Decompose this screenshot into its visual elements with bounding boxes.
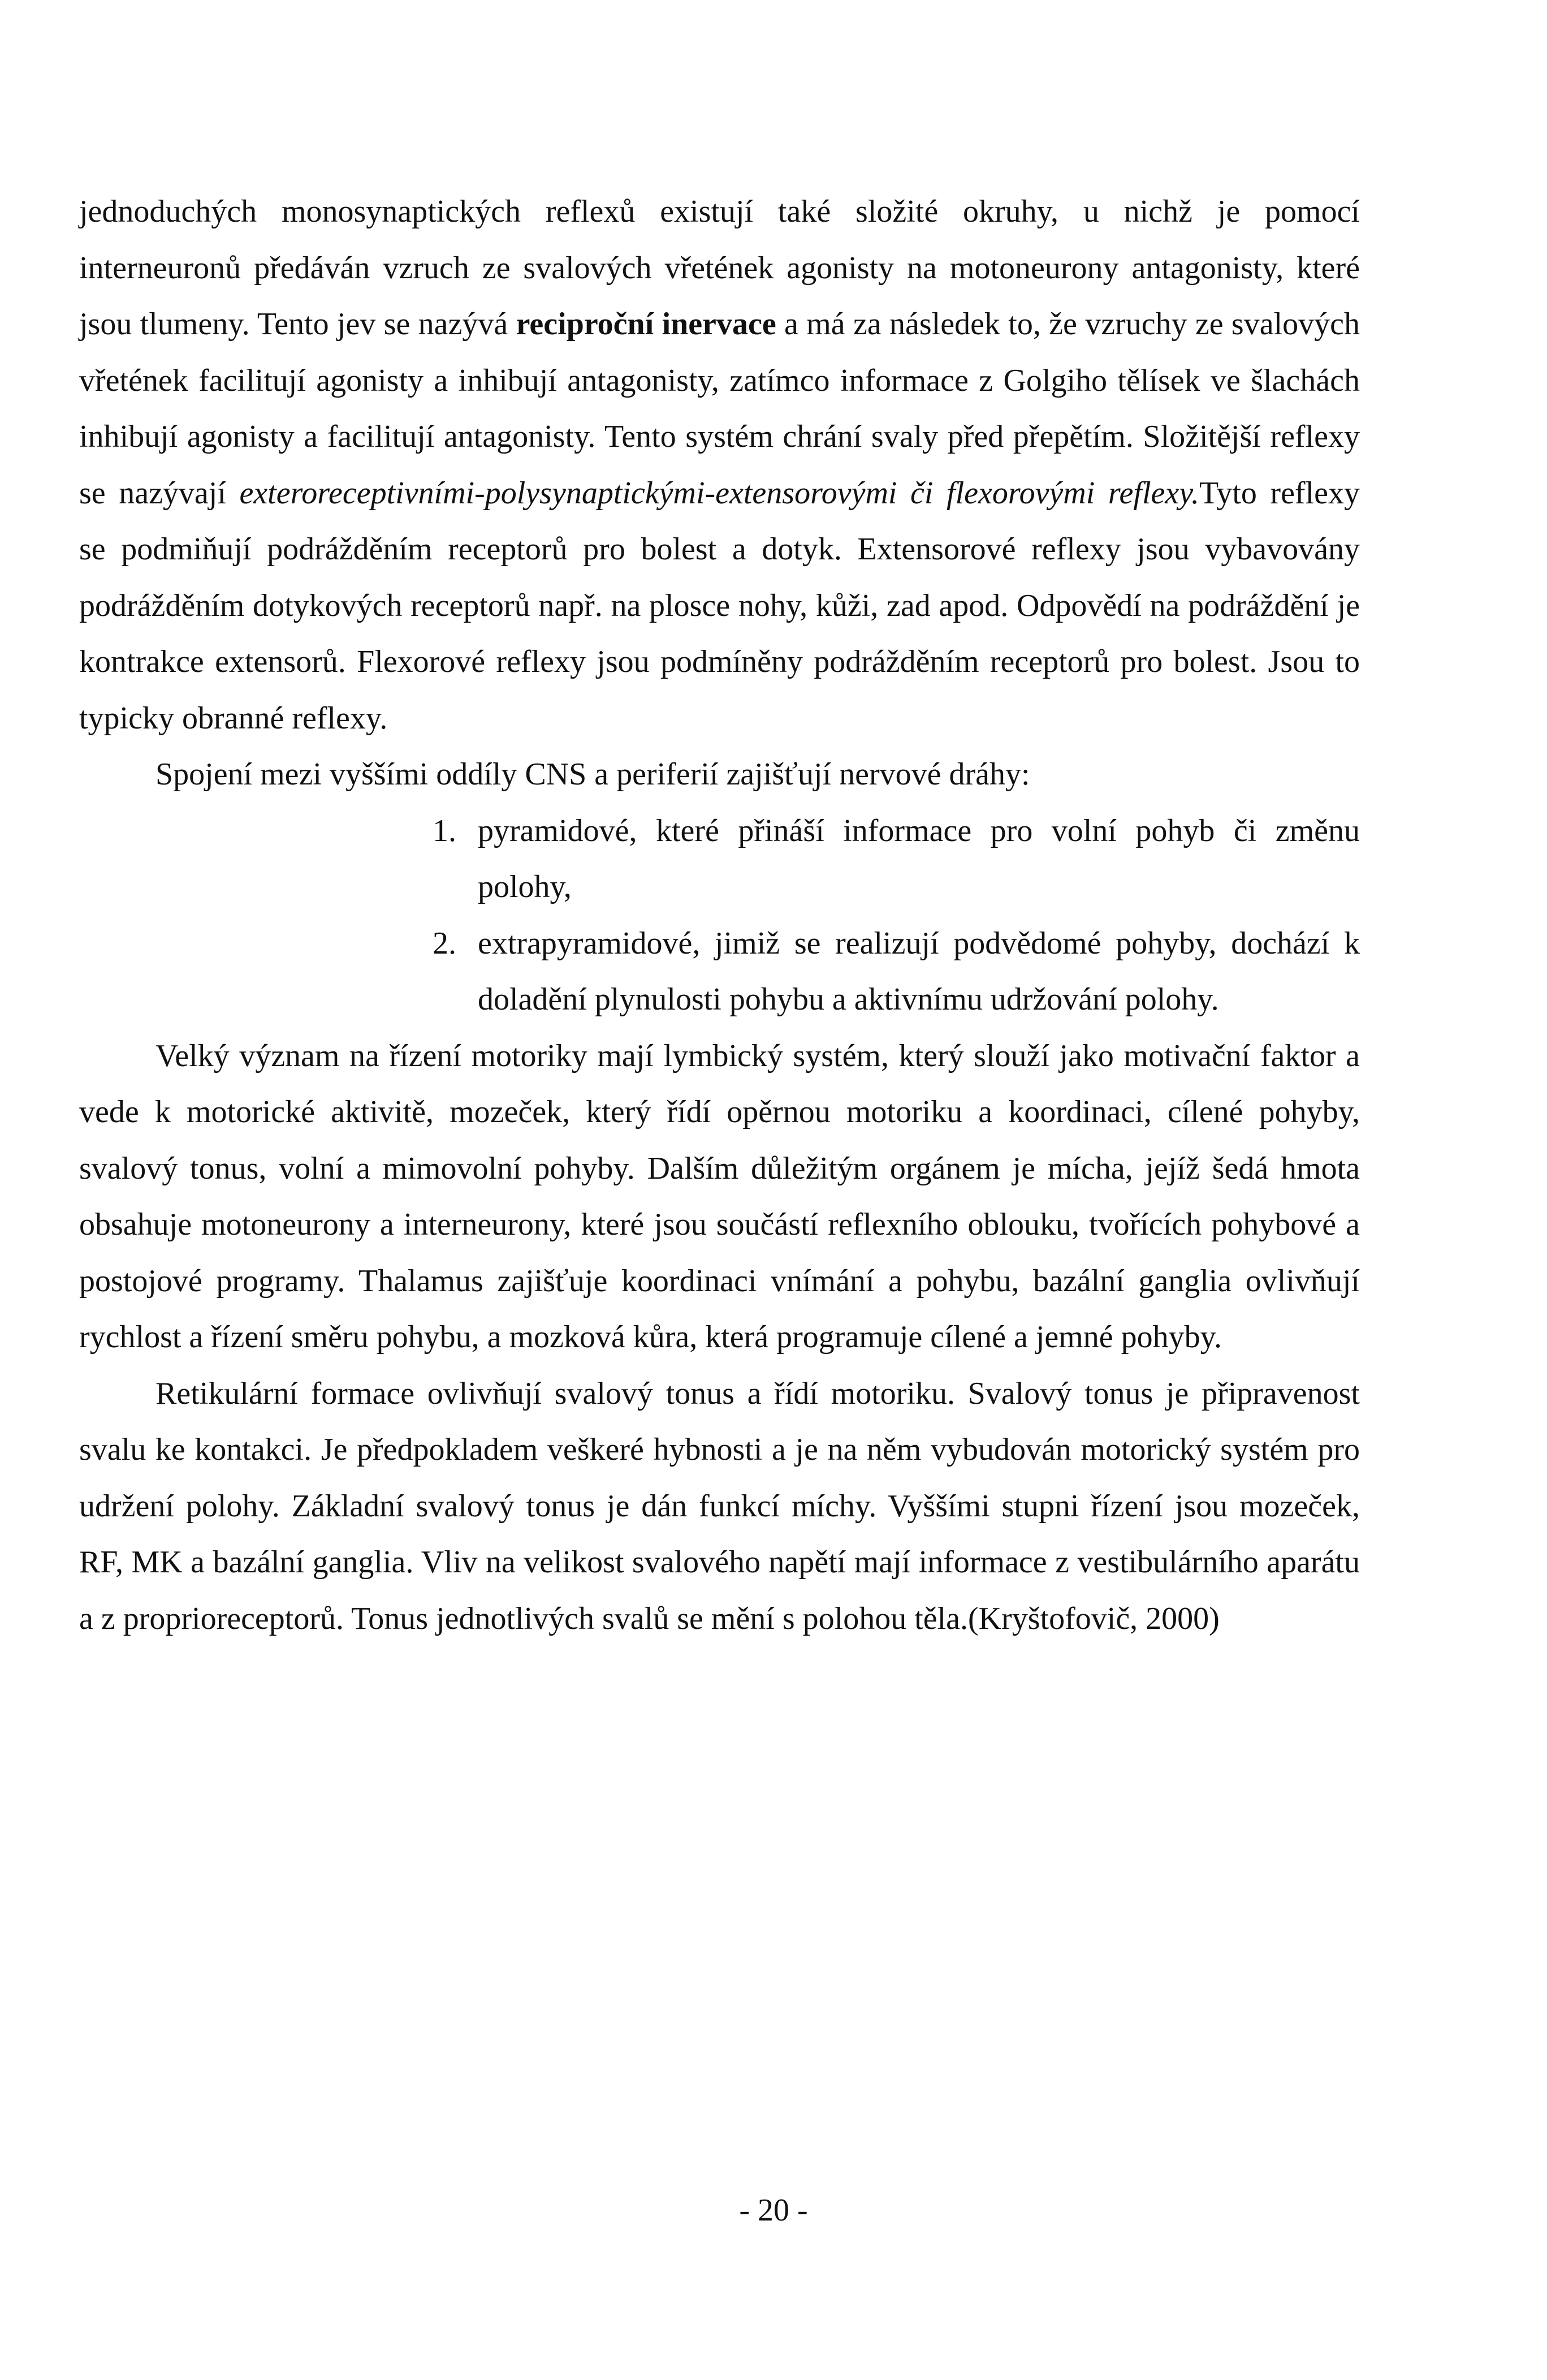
term-reciprocal-innervation: reciproční inervace	[516, 307, 776, 342]
paragraph-motor-control: Velký význam na řízení motoriky mají lymbický systém, který slouží jako motivační faktor a vede k motorické aktivitě, mozeček, který řídí opěrnou motoriku a koordinaci, cílené pohyby, svalový tonus, volní a mimovolní pohyby. Dalším důležitým orgánem je mícha, jejíž šedá hmota obsahuje motoneurony a interneurony, které jsou součástí reflexního oblouku, tvořících pohybové a postojové programy. Thalamus zajišťuje koordinaci vnímání a pohybu, bazální ganglia ovlivňují rychlost a řízení směru pohybu, a mozková kůra, která programuje cílené a jemné pohyby.	[79, 1038, 1360, 1355]
list-intro: Spojení mezi vyššími oddíly CNS a periferií zajišťují nervové dráhy:	[155, 757, 1030, 792]
page-number: - 20 -	[739, 2193, 808, 2228]
paragraph-text: jednoduchých monosynaptických reflexů existují také složité okruhy, u nichž je pomocí interneuronů předáván vzruch ze svalových vřetének agonisty na motoneurony antagonisty, které jsou tlumeny. Tento jev se nazývá	[79, 194, 1360, 342]
term-complex-reflexes: exteroreceptivními-polysynaptickými-extensorovými či flexorovými reflexy.	[239, 475, 1200, 511]
nerve-pathways-list	[79, 803, 1360, 1028]
document-body	[79, 184, 1360, 1647]
list-item	[433, 803, 1360, 916]
paragraph-reflexes	[79, 184, 1360, 747]
list-item-text: extrapyramidové, jimiž se realizují podvědomé pohyby, dochází k doladění plynulosti pohybu a aktivnímu udržování polohy.	[478, 925, 1360, 1017]
list-item-number: 2.	[433, 925, 456, 961]
list-item-number: 1.	[433, 813, 456, 848]
list-item-text: pyramidové, které přináší informace pro volní pohyb či změnu polohy,	[478, 813, 1360, 904]
list-item	[433, 916, 1360, 1028]
paragraph-text: a má za následek to, že vzruchy ze svalových vřetének facilitují agonisty a inhibují antagonisty, zatímco informace z Golgiho tělísek ve šlachách inhibují agonisty a facilitují antagonisty. Tento systém chrání svaly před přepětím. Složitější reflexy se nazývají	[79, 307, 1360, 511]
paragraph-text: Tyto reflexy se podmiňují podrážděním receptorů pro bolest a dotyk. Extensorové reflexy jsou vybavovány podrážděním dotykových receptorů např. na plosce nohy, kůži, zad apod. Odpovědí na podráždění je kontrakce extensorů. Flexorové reflexy jsou podmíněny podrážděním receptorů pro bolest. Jsou to typicky obranné reflexy.	[79, 475, 1360, 736]
paragraph-muscle-tone: Retikulární formace ovlivňují svalový tonus a řídí motoriku. Svalový tonus je připravenost svalu ke kontakci. Je předpokladem veškeré hybnosti a je na něm vybudován motorický systém pro udržení polohy. Základní svalový tonus je dán funkcí míchy. Vyššími stupni řízení jsou mozeček, RF, MK a bazální ganglia. Vliv na velikost svalového napětí mají informace z vestibulárního aparátu a z proprioreceptorů. Tonus jednotlivých svalů se mění s polohou těla.(Kryštofovič, 2000)	[79, 1376, 1360, 1636]
